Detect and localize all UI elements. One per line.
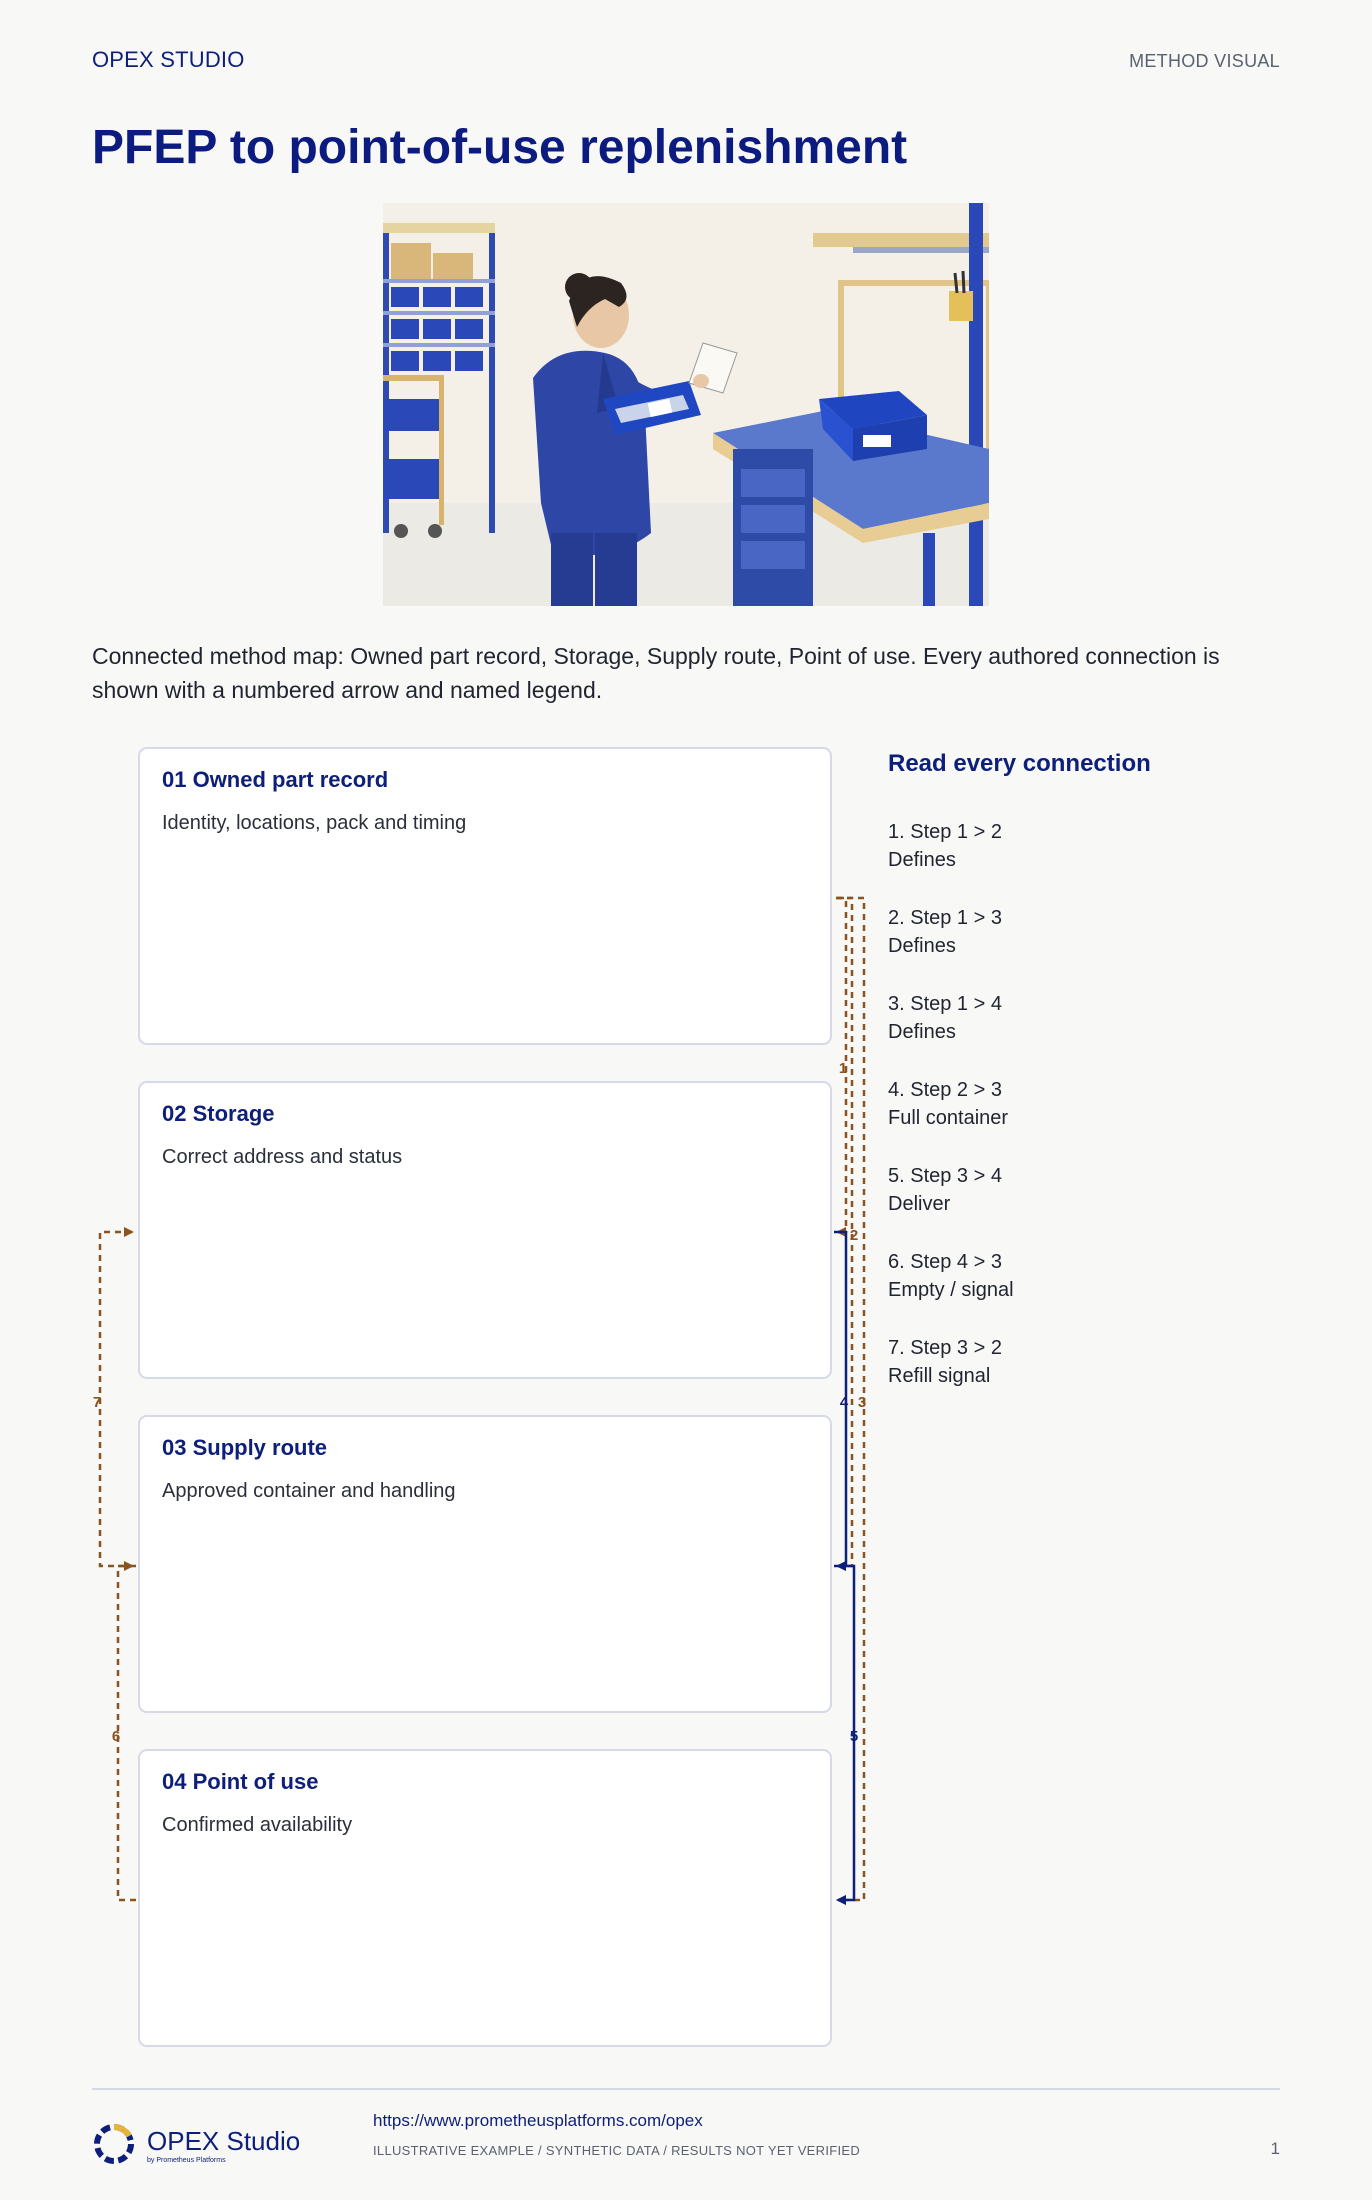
- connector-6: [118, 1566, 136, 1900]
- legend-item-label: Defines: [888, 849, 956, 871]
- connector-1: [838, 898, 846, 1232]
- opex-logo-icon: [92, 2122, 136, 2166]
- footer-brand: OPEX Studio: [147, 2126, 301, 2156]
- footer-disclaimer: ILLUSTRATIVE EXAMPLE / SYNTHETIC DATA / RESULTS NOT YET VERIFIED: [373, 2143, 861, 2158]
- legend-item-label: Defines: [888, 935, 956, 957]
- legend-item-head: 4. Step 2 > 3: [888, 1079, 1002, 1101]
- legend-item-label: Full container: [888, 1107, 1009, 1129]
- legend-item-label: Defines: [888, 1021, 956, 1043]
- connector-5: [834, 1566, 854, 1900]
- connector-number-2: 2: [849, 1227, 859, 1244]
- legend-item-label: Empty / signal: [888, 1279, 1014, 1301]
- legend-item: [888, 1334, 1002, 1390]
- connector-number-1: 1: [838, 1060, 848, 1077]
- legend-item-head: 7. Step 3 > 2: [888, 1337, 1002, 1359]
- page-title: PFEP to point-of-use replenishment: [92, 121, 908, 174]
- connector-7: [100, 1232, 136, 1566]
- footer-brand-sub: by Prometheus Platforms: [147, 2157, 226, 2164]
- connector-number-6: 6: [111, 1728, 121, 1745]
- document-kind-label: METHOD VISUAL: [1129, 51, 1280, 71]
- intro-text: Connected method map: Owned part record, Storage, Supply route, Point of use. Every authored connection is shown with a numbered arrow and named legend.: [92, 643, 1220, 703]
- legend-item-head: 3. Step 1 > 4: [888, 993, 1002, 1015]
- legend-item: [888, 1076, 1008, 1132]
- step-description: Correct address and status: [162, 1146, 403, 1168]
- legend-item-head: 5. Step 3 > 4: [888, 1165, 1002, 1187]
- worker-with-bin-icon: [383, 203, 989, 606]
- step-description: Approved container and handling: [162, 1480, 456, 1502]
- step-description: Identity, locations, pack and timing: [162, 812, 467, 834]
- step-title: 02 Storage: [162, 1101, 275, 1126]
- connector-2: [836, 898, 852, 1566]
- connector-4: [834, 1232, 846, 1566]
- step-card-storage: [138, 1081, 832, 1379]
- step-title: 04 Point of use: [162, 1769, 319, 1794]
- step-description: Confirmed availability: [162, 1814, 353, 1836]
- legend-item: [888, 904, 1002, 960]
- page-number: 1: [1270, 2139, 1280, 2158]
- legend-item: [888, 990, 1002, 1046]
- brand-label: OPEX STUDIO: [92, 47, 245, 72]
- legend-item-label: Deliver: [888, 1193, 951, 1215]
- hero-illustration: [383, 203, 989, 606]
- legend-item: [888, 818, 1002, 874]
- step-card-point-of-use: [138, 1749, 832, 2047]
- step-title: 01 Owned part record: [162, 767, 389, 792]
- legend-item: [888, 1248, 1014, 1304]
- connector-3: [836, 898, 867, 1900]
- connector-number-5: 5: [849, 1728, 859, 1745]
- legend-item-head: 2. Step 1 > 3: [888, 907, 1002, 929]
- footer-url-link[interactable]: https://www.prometheusplatforms.com/opex: [373, 2111, 703, 2130]
- legend-item-label: Refill signal: [888, 1365, 991, 1387]
- step-card-supply-route: [138, 1415, 832, 1713]
- connector-number-7: 7: [92, 1394, 102, 1411]
- legend-item: [888, 1162, 1002, 1218]
- step-card-owned-part-record: [138, 747, 832, 1045]
- legend-title: Read every connection: [888, 750, 1151, 777]
- legend-item-head: 1. Step 1 > 2: [888, 821, 1002, 843]
- legend-item-head: 6. Step 4 > 3: [888, 1251, 1002, 1273]
- step-title: 03 Supply route: [162, 1435, 328, 1460]
- connector-number-4: 4: [839, 1394, 849, 1411]
- connector-number-3: 3: [857, 1394, 867, 1411]
- footer-divider: [92, 2088, 1280, 2090]
